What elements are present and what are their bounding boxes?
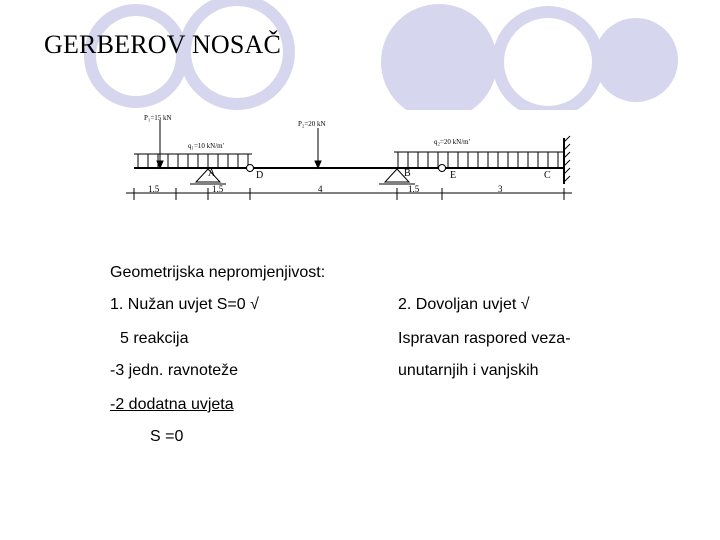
- distributed-load-q2: [394, 152, 564, 167]
- label-p1: P₁=15 kN: [144, 114, 172, 122]
- sufficient-condition: 2. Dovoljan uvjet √: [398, 296, 530, 313]
- circle-5: [594, 18, 678, 102]
- label-q1: q₁=10 kN/m': [188, 142, 224, 150]
- dim-1: 1.5: [148, 184, 160, 194]
- label-point-d: D: [256, 170, 264, 181]
- arrangement-line-1: Ispravan raspored veza-: [398, 330, 571, 347]
- circle-4-inner: [504, 18, 592, 106]
- label-point-b: B: [404, 168, 411, 179]
- dimension-line: [126, 188, 572, 200]
- degree-result: S =0: [150, 428, 184, 445]
- additional-conditions: -2 dodatna uvjeta: [110, 396, 234, 413]
- arrangement-line-2: unutarnjih i vanjskih: [398, 362, 539, 379]
- label-q2: q₂=20 kN/m': [434, 138, 470, 146]
- page-title: GERBEROV NOSAČ: [44, 30, 282, 59]
- point-load-p1: [157, 120, 163, 168]
- dim-3: 4: [318, 184, 323, 194]
- heading: Geometrijska nepromjenjivost:: [110, 264, 326, 281]
- distributed-load-q1: [134, 154, 252, 167]
- equilibrium-equations: -3 jedn. ravnoteže: [110, 362, 239, 379]
- label-point-c: C: [544, 170, 551, 181]
- reactions-count: 5 reakcija: [120, 330, 189, 347]
- label-point-a: A: [208, 168, 216, 179]
- label-p2: P₂=20 kN: [298, 120, 326, 128]
- gerber-beam-diagram: [112, 108, 584, 208]
- hinge-d: [247, 165, 254, 172]
- label-point-e: E: [450, 170, 457, 181]
- fixed-support-c: [564, 136, 570, 184]
- point-load-p2: [315, 128, 321, 168]
- dim-4: 1.5: [408, 184, 420, 194]
- dim-5: 3: [498, 184, 503, 194]
- circle-3: [381, 4, 497, 110]
- dim-2: 1.5: [212, 184, 224, 194]
- hinge-e: [439, 165, 446, 172]
- necessary-condition: 1. Nužan uvjet S=0 √: [110, 296, 259, 313]
